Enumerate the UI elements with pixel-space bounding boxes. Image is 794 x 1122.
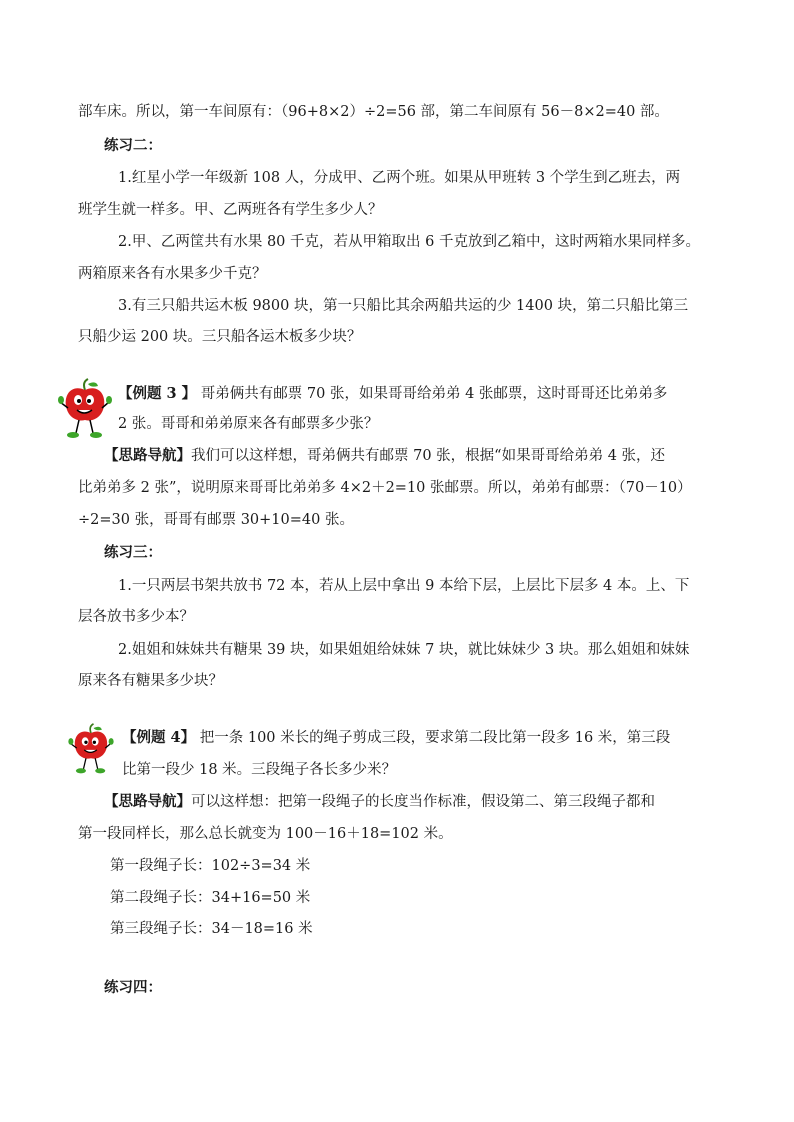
guide-label: 【思路导航】 [104, 447, 191, 464]
example-4-label: 【例题 4】 [122, 729, 196, 746]
calc-line-3: 第三段绳子长：34－18=16 米 [110, 921, 313, 937]
apple-mascot-icon [58, 378, 112, 440]
calc-line-2: 第二段绳子长：34+16=50 米 [110, 890, 311, 906]
practice-4-heading: 练习四： [104, 979, 162, 996]
practice-2-heading: 练习二： [104, 137, 162, 154]
example-4-line1 [122, 728, 670, 748]
example-4-guide-line1 [104, 792, 655, 812]
practice-2-q1-line1: 1.红星小学一年级新 108 人，分成甲、乙两个班。如果从甲班转 3 个学生到乙班去，两 [118, 170, 681, 186]
practice-2-q1-line2: 班学生就一样多。甲、乙两班各有学生多少人？ [78, 202, 383, 218]
practice-2-q3-line1: 3.有三只船共运木板 9800 块，第一只船比其余两船共运的少 1400 块，第二只船比第三 [118, 298, 689, 314]
example-4-line2: 比第一段少 18 米。三段绳子各长多少米？ [122, 762, 397, 778]
example-3-guide-line1 [104, 446, 665, 466]
example-3-label: 【例题 3 】 [118, 385, 197, 402]
apple-mascot-icon [68, 723, 114, 775]
practice-2-q2-line1: 2.甲、乙两筐共有水果 80 千克，若从甲箱取出 6 千克放到乙箱中，这时两箱水果同样多。 [118, 234, 700, 250]
example-3-guide-line3: ÷2=30 张，哥哥有邮票 30+10=40 张。 [78, 512, 354, 528]
practice-3-heading: 练习三： [104, 544, 162, 561]
practice-3-q2-line1: 2.姐姐和妹妹共有糖果 39 块，如果姐姐给妹妹 7 块，就比妹妹少 3 块。那么姐姐和妹妹 [118, 642, 690, 658]
guide-label: 【思路导航】 [104, 793, 191, 810]
text-line: 部车床。所以，第一车间原有：（96+8×2）÷2=56 部，第二车间原有 56－8×2=40 部。 [78, 104, 669, 120]
guide-text: 可以这样想：把第一段绳子的长度当作标准，假设第二、第三段绳子都和 [191, 794, 655, 810]
guide-text: 我们可以这样想，哥弟俩共有邮票 70 张，根据“如果哥哥给弟弟 4 张，还 [191, 448, 666, 464]
example-3-guide-line2: 比弟弟多 2 张”，说明原来哥哥比弟弟多 4×2＋2=10 张邮票。所以，弟弟有邮票：（70－10） [78, 480, 692, 496]
practice-2-q3-line2: 只船少运 200 块。三只船各运木板多少块？ [78, 329, 362, 345]
practice-2-q2-line2: 两箱原来各有水果多少千克？ [78, 266, 267, 282]
example-3-line1 [118, 384, 667, 404]
example-4-text: 把一条 100 米长的绳子剪成三段，要求第二段比第一段多 16 米，第三段 [195, 730, 671, 746]
example-3-line2: 2 张。哥哥和弟弟原来各有邮票多少张？ [118, 416, 379, 432]
example-4-guide-line2: 第一段同样长，那么总长就变为 100－16＋18=102 米。 [78, 826, 453, 842]
practice-3-q1-line1: 1.一只两层书架共放书 72 本，若从上层中拿出 9 本给下层，上层比下层多 4 本。上、下 [118, 578, 690, 594]
practice-3-q1-line2: 层各放书多少本？ [78, 609, 194, 625]
practice-3-q2-line2: 原来各有糖果多少块？ [78, 673, 223, 689]
calc-line-1: 第一段绳子长：102÷3=34 米 [110, 858, 311, 874]
example-3-text: 哥弟俩共有邮票 70 张，如果哥哥给弟弟 4 张邮票，这时哥哥还比弟弟多 [196, 386, 668, 402]
